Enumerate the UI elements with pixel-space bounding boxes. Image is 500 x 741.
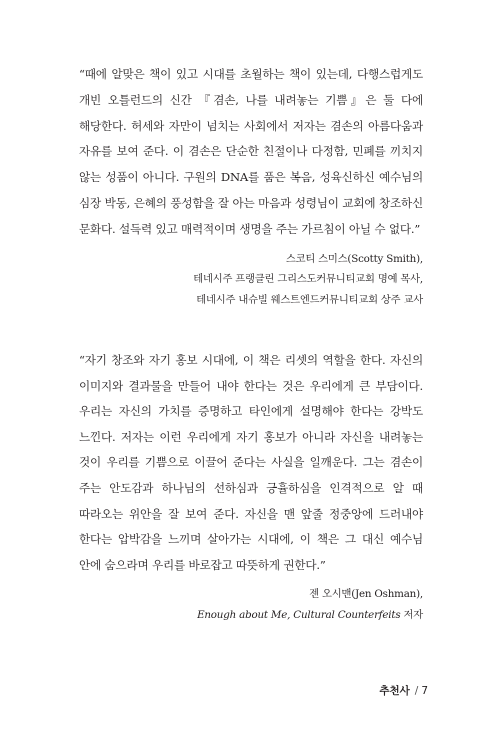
attribution-name: 스코티 스미스(Scotty Smith), bbox=[285, 252, 423, 265]
book-title: Enough about Me, Cultural Counterfeits bbox=[197, 608, 401, 621]
attribution-role: 저자 bbox=[400, 608, 423, 621]
attribution-name: 젠 오시맨(Jen Oshman), bbox=[309, 588, 423, 601]
section-label: 추천사 bbox=[379, 685, 410, 697]
endorsement-quote-1 bbox=[79, 62, 423, 310]
quote-attribution bbox=[79, 249, 423, 311]
page-number: 7 bbox=[421, 685, 428, 697]
quote-text: “때에 알맞은 책이 있고 시대를 초월하는 책이 있는데, 다행스럽게도 개빈 오틀런드의 신간 『겸손, 나를 내려놓는 기쁨』은 둘 다에 해당한다. 허세와 자만이 넘치는 사회에서 저자는 겸손의 아름다움과 자유를 보여 준다. 이 겸손은 단순한 친절이나 다정함, 민폐를 끼치지 않는 성품이 아니다. 구원의 DNA를 품은 복음, 성육신하신 예수님의 심장 박동, 은혜의 풍성함을 잘 아는 마음과 성령님이 교회에 창조하신 문화다. 설득력 있고 매력적이며 생명을 주는 가르침이 아닐 수 없다.” bbox=[79, 67, 423, 236]
endorsement-quote-2 bbox=[79, 348, 423, 625]
footer-separator: / bbox=[414, 685, 419, 697]
attribution-title: 테네시주 프랭클린 그리스도커뮤니티교회 명예 목사, bbox=[193, 273, 423, 286]
attribution-title: 테네시주 내슈빌 웨스트엔드커뮤니티교회 상주 교사 bbox=[196, 293, 423, 306]
attribution-title bbox=[79, 605, 423, 626]
quote-text: “자기 창조와 자기 홍보 시대에, 이 책은 리셋의 역할을 한다. 자신의 이미지와 결과물을 만들어 내야 한다는 것은 우리에게 큰 부담이다. 우리는 자신의 가치를 증명하고 타인에게 설명해야 한다는 강박도 느낀다. 저자는 이런 우리에게 자기 홍보가 아니라 자신을 내려놓는 것이 우리를 기쁨으로 이끌어 준다는 사실을 일깨운다. 그는 겸손이 주는 안도감과 하나님의 선하심과 긍휼하심을 인격적으로 알 때 따라오는 위안을 잘 보여 준다. 자신을 맨 앞줄 정중앙에 드러내야 한다는 압박감을 느끼며 살아가는 시대에, 이 책은 그 대신 예수님 안에 숨으라며 우리를 바로잡고 따뜻하게 권한다.” bbox=[79, 353, 423, 572]
page-footer bbox=[379, 683, 428, 698]
quote-attribution bbox=[79, 584, 423, 625]
